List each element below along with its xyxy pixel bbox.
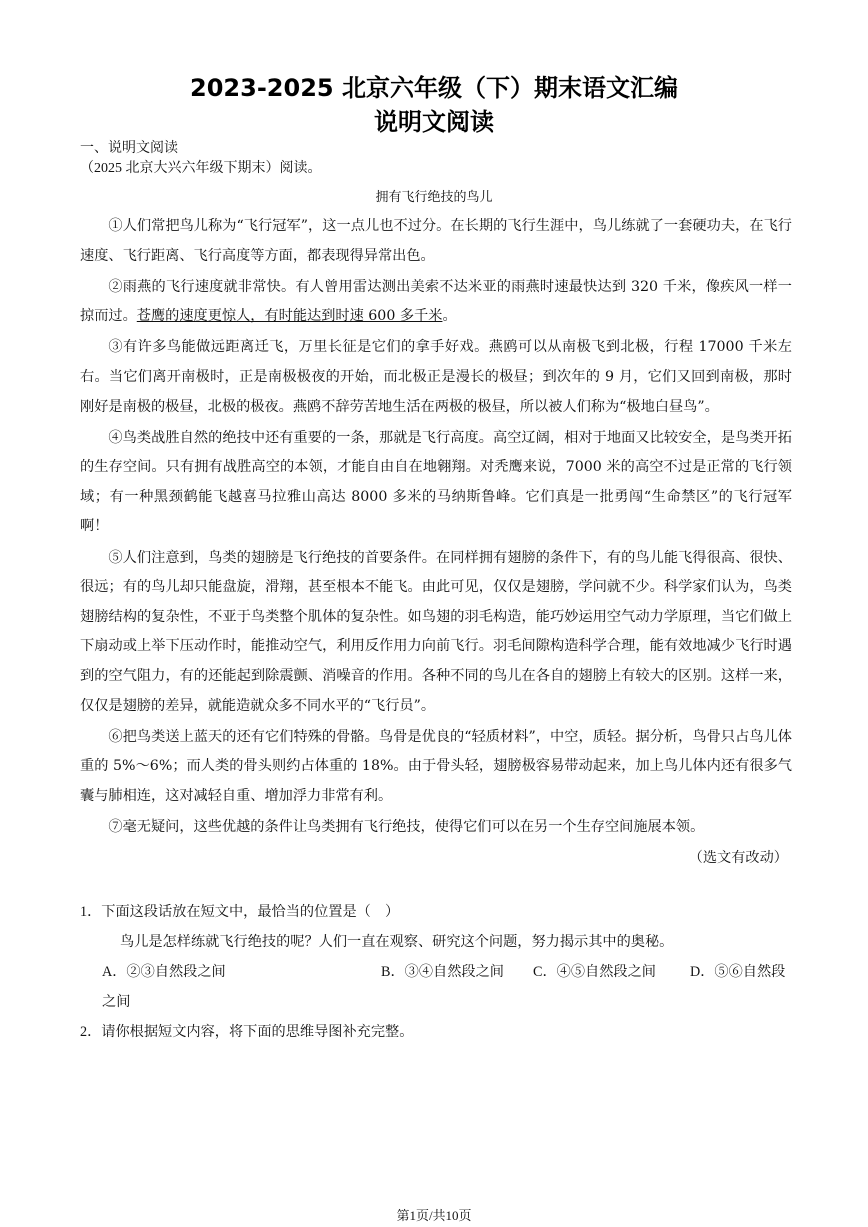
paragraph-2-text: ②雨燕的飞行速度就非常快。有人曾用雷达测出美索不达米亚的雨燕时速最快达到 320 千米，像疾风一样一掠而过。	[80, 278, 792, 325]
question-1-options	[80, 957, 792, 987]
option-c[interactable]: C．④⑤自然段之间	[533, 964, 656, 980]
source-note: （2025 北京大兴六年级下期末）阅读。	[80, 161, 322, 176]
option-d-continued: 之间	[102, 994, 131, 1010]
article-body	[80, 212, 792, 874]
option-d[interactable]: D．⑤⑥自然段	[690, 964, 786, 980]
paragraph-2	[80, 273, 792, 332]
questions	[80, 897, 792, 1047]
edit-note: （选文有改动）	[688, 849, 788, 866]
question-1-stem: 1．下面这段话放在短文中，最恰当的位置是（ ）	[80, 904, 400, 920]
paragraph-2-end: 。	[442, 308, 457, 325]
paragraph-4: ④鸟类战胜自然的绝技中还有重要的一条，那就是飞行高度。高空辽阔，相对于地面又比较安全，是鸟类开拓的生存空间。只有拥有战胜高空的本领，才能自由自在地翱翔。对秃鹰来说，7000 米的高空不过是正常的飞行领域；有一种黑颈鹤能飞越喜马拉雅山高达 8000 多米的马纳斯鲁峰。它们真是一批勇闯“生命禁区”的飞行冠军啊！	[80, 429, 792, 535]
paragraph-6: ⑥把鸟类送上蓝天的还有它们特殊的骨骼。鸟骨是优良的“轻质材料”，中空，质轻。据分析，鸟骨只占鸟儿体重的 5%～6%；而人类的骨头则约占体重的 18%。由于骨头轻，翅膀极容易带动起来，加上鸟儿体内还有很多气囊与肺相连，这对减轻自重、增加浮力非常有利。	[80, 728, 792, 804]
paragraph-1: ①人们常把鸟儿称为“飞行冠军”，这一点儿也不过分。在长期的飞行生涯中，鸟儿练就了一套硬功夫，在飞行速度、飞行距离、飞行高度等方面，都表现得异常出色。	[80, 218, 792, 264]
option-a[interactable]: A．②③自然段之间	[102, 964, 226, 980]
underlined-sentence: 苍鹰的速度更惊人，有时能达到时速 600 多千米	[136, 308, 443, 325]
paragraph-5: ⑤人们注意到，鸟类的翅膀是飞行绝技的首要条件。在同样拥有翅膀的条件下，有的鸟儿能飞得很高、很快、很远；有的鸟儿却只能盘旋，滑翔，甚至根本不能飞。由此可见，仅仅是翅膀，学问就不少。科学家们认为，鸟类翅膀结构的复杂性，不亚于鸟类整个肌体的复杂性。如鸟翅的羽毛构造，能巧妙运用空气动力学原理，当它们做上下扇动或上举下压动作时，能推动空气，利用反作用力向前飞行。羽毛间隙构造科学合理，能有效地减少飞行时遇到的空气阻力，有的还能起到除震颤、消噪音的作用。各种不同的鸟儿在各自的翅膀上有较大的区别。这样一来，仅仅是翅膀的差异，就能造就众多不同水平的“飞行员”。	[80, 549, 792, 714]
section-heading: 一、说明文阅读	[80, 141, 178, 156]
paragraph-7: ⑦毫无疑问，这些优越的条件让鸟类拥有飞行绝技，使得它们可以在另一个生存空间施展本领。	[108, 818, 705, 835]
paragraph-3: ③有许多鸟能做远距离迁飞，万里长征是它们的拿手好戏。燕鸥可以从南极飞到北极，行程 17000 千米左右。当它们离开南极时，正是南极极夜的开始，而北极正是漫长的极昼；到次年的 9 月，它们又回到南极，那时刚好是南极的极昼，北极的极夜。燕鸥不辞劳苦地生活在两极的极昼，所以被人们称为“极地白昼鸟”。	[80, 339, 792, 415]
question-1-quote: 鸟儿是怎样练就飞行绝技的呢？人们一直在观察、研究这个问题，努力揭示其中的奥秘。	[120, 934, 674, 950]
page-footer: 第1页/共10页	[396, 1208, 472, 1223]
question-2-stem: 2．请你根据短文内容，将下面的思维导图补充完整。	[80, 1024, 414, 1040]
article-title: 拥有飞行绝技的鸟儿	[375, 190, 493, 205]
option-b[interactable]: B．③④自然段之间	[381, 964, 504, 980]
document-subtitle: 说明文阅读	[374, 108, 494, 136]
document-title: 2023-2025 北京六年级（下）期末语文汇编	[190, 74, 678, 102]
